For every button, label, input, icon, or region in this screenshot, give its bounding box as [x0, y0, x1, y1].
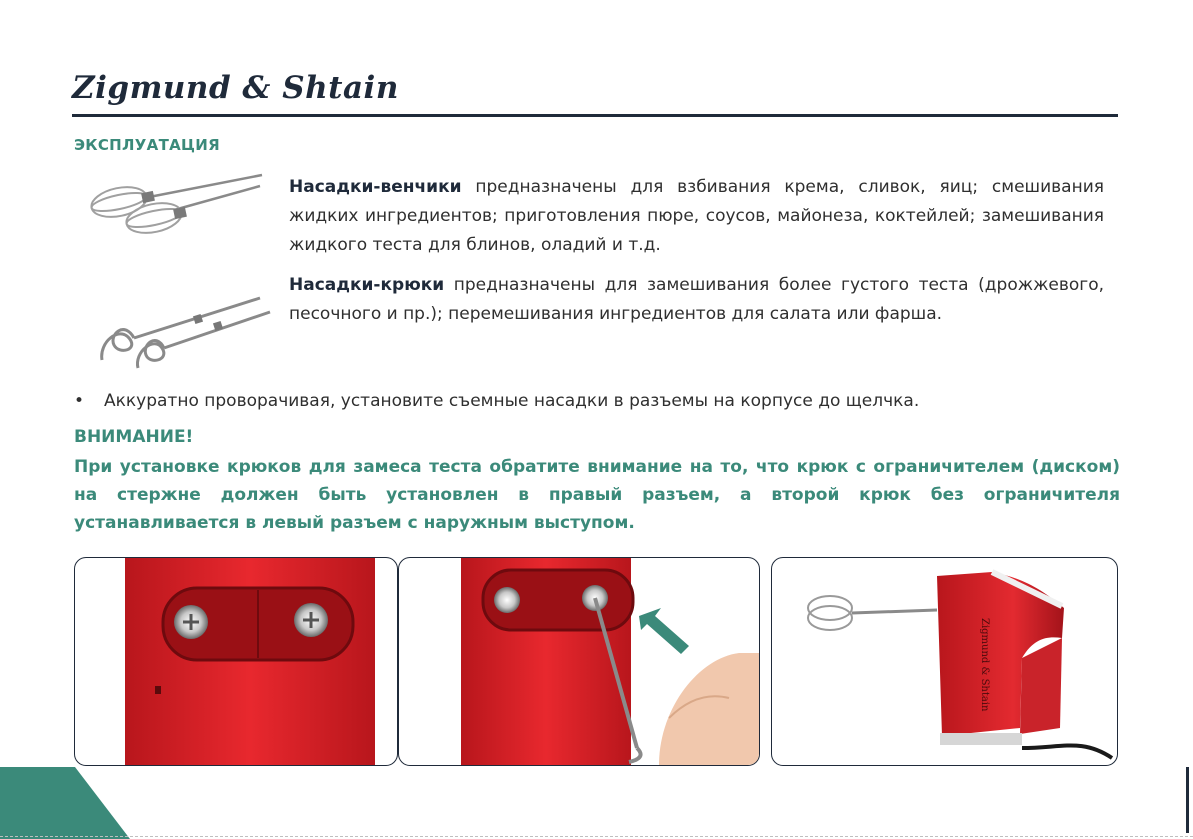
warning-text: При установке крюков для замеса теста обратите внимание на то, что крюк с ограничителем (диском) на стержне должен быть установлен в правый разъем, а второй крюк без ограничителя устанавливается в левый разъем с наружным выступом.	[74, 457, 1120, 533]
photo-inserting-hook	[398, 557, 760, 766]
whisk-description	[289, 173, 1104, 260]
hooks-name: Насадки-крюки	[289, 275, 445, 295]
product-label: Zigmund & Shtain	[979, 618, 990, 712]
brand-logo: Zigmund & Shtain	[72, 70, 399, 106]
side-mark	[1186, 767, 1189, 833]
whisk-text: предназначены для взбивания крема, сливок, яиц; смешивания жидких ингредиентов; приготовления пюре, соусов, майонеза, коктейлей; замешивания жидкого теста для блинов, оладий и т.д.	[289, 177, 1104, 255]
install-instruction	[74, 391, 919, 411]
bullet-marker: •	[74, 391, 85, 411]
photo-assembled-mixer	[771, 557, 1118, 766]
footer-dashed-line	[0, 836, 1193, 837]
whisk-name: Насадки-венчики	[289, 177, 462, 197]
page-corner-decoration	[0, 767, 130, 839]
photo-sockets	[74, 557, 398, 766]
warning-title: ВНИМАНИЕ!	[74, 427, 194, 447]
hooks-text: предназначены для замешивания более густого теста (дрожжевого, песочного и пр.); перемешивания ингредиентов для салата или фарша.	[289, 275, 1104, 324]
install-text: Аккуратно проворачивая, установите съемные насадки в разъемы на корпусе до щелчка.	[104, 391, 920, 411]
dough-hooks-image	[84, 290, 274, 370]
header-rule	[72, 114, 1118, 117]
hooks-description	[289, 271, 1104, 329]
section-title: ЭКСПЛУАТАЦИЯ	[74, 136, 220, 154]
whisk-attachments-image	[84, 170, 264, 240]
